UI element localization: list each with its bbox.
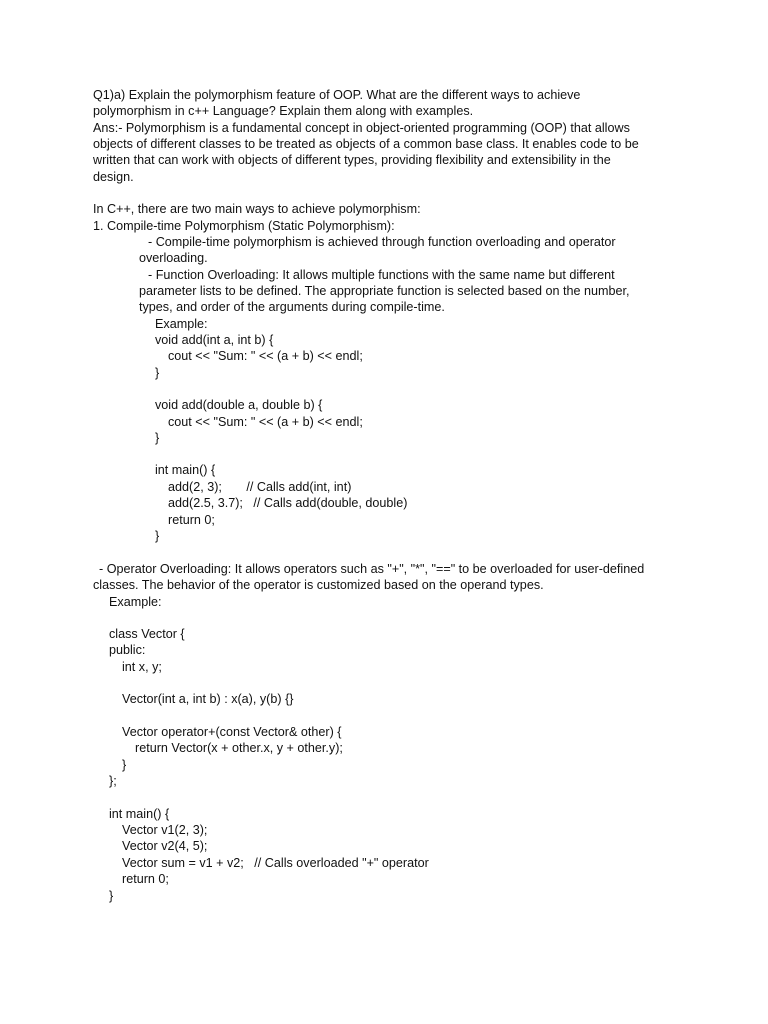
code-line: Vector v1(2, 3); (122, 823, 208, 837)
operator-overloading-line-1: - Operator Overloading: It allows operators such as "+", "*", "==" to be overloaded for user-defined (99, 562, 645, 576)
code-line: Vector(int a, int b) : x(a), y(b) {} (122, 692, 294, 706)
example-label-2: Example: (109, 595, 162, 609)
example-label-1: Example: (155, 317, 208, 331)
bullet-line-4: parameter lists to be defined. The appropriate function is selected based on the number, (139, 284, 630, 298)
code-line: return 0; (122, 872, 169, 886)
code-line: } (155, 529, 160, 543)
code-line: void add(double a, double b) { (155, 398, 323, 412)
code-line: Vector operator+(const Vector& other) { (122, 725, 342, 739)
operator-overloading-line-2: classes. The behavior of the operator is customized based on the operand types. (93, 578, 544, 592)
question-line-2: polymorphism in c++ Language? Explain them along with examples. (93, 104, 474, 118)
code-line: } (109, 889, 114, 903)
intro-line: In C++, there are two main ways to achieve polymorphism: (93, 202, 421, 216)
code-line: return Vector(x + other.x, y + other.y); (135, 741, 343, 755)
code-line: int x, y; (122, 660, 162, 674)
bullet-line-5: types, and order of the arguments during compile-time. (139, 300, 445, 314)
code-line: cout << "Sum: " << (a + b) << endl; (168, 349, 363, 363)
code-line: int main() { (109, 807, 170, 821)
answer-line-4: design. (93, 170, 134, 184)
code-line: class Vector { (109, 627, 185, 641)
code-line: public: (109, 643, 146, 657)
bullet-line-3: - Function Overloading: It allows multiple functions with the same name but different (148, 268, 615, 282)
code-line: return 0; (168, 513, 215, 527)
answer-line-3: written that can work with objects of different types, providing flexibility and extensibility in the (93, 153, 611, 167)
code-line: } (122, 758, 127, 772)
code-line: add(2, 3); // Calls add(int, int) (168, 480, 352, 494)
bullet-line-2: overloading. (139, 251, 208, 265)
code-line: Vector sum = v1 + v2; // Calls overloaded "+" operator (122, 856, 429, 870)
question-line-1: Q1)a) Explain the polymorphism feature of OOP. What are the different ways to achieve (93, 88, 581, 102)
bullet-line-1: - Compile-time polymorphism is achieved through function overloading and operator (148, 235, 616, 249)
code-line: add(2.5, 3.7); // Calls add(double, double) (168, 496, 408, 510)
code-line: Vector v2(4, 5); (122, 839, 208, 853)
section-heading: 1. Compile-time Polymorphism (Static Polymorphism): (93, 219, 395, 233)
code-line: }; (109, 774, 117, 788)
code-line: int main() { (155, 463, 216, 477)
code-line: void add(int a, int b) { (155, 333, 274, 347)
code-line: } (155, 431, 160, 445)
code-line: cout << "Sum: " << (a + b) << endl; (168, 415, 363, 429)
answer-line-1: Ans:- Polymorphism is a fundamental concept in object-oriented programming (OOP) that allows (93, 121, 630, 135)
answer-line-2: objects of different classes to be treated as objects of a common base class. It enables code to be (93, 137, 639, 151)
code-line: } (155, 366, 160, 380)
